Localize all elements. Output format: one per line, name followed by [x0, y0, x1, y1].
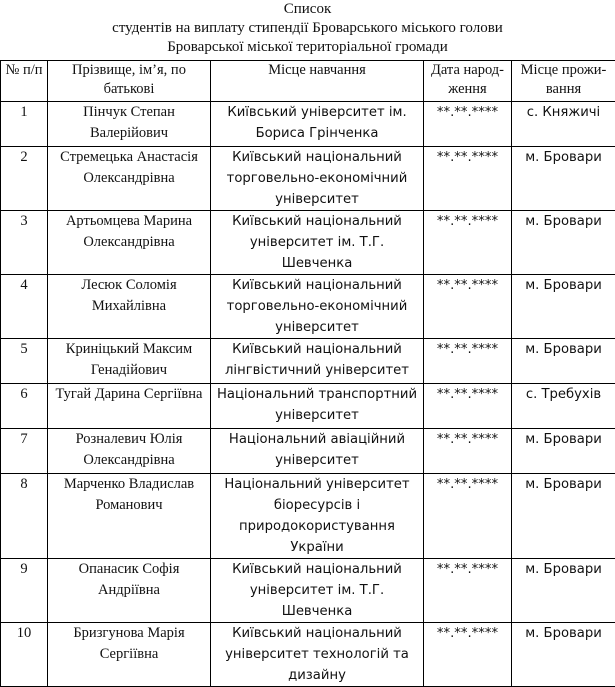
header-title: Список	[0, 0, 615, 19]
cell-name: Опанасик Софія Андріївна	[48, 559, 211, 623]
table-header-row	[1, 61, 615, 102]
cell-birthdate: **.**.****	[424, 474, 512, 559]
cell-number: 6	[1, 384, 48, 429]
cell-place: Національний університет біоресурсів і природокористування України	[211, 474, 424, 559]
cell-number: 5	[1, 339, 48, 384]
cell-birthdate: **.**.****	[424, 384, 512, 429]
cell-residence: м. Бровари	[512, 429, 615, 474]
students-table	[0, 60, 615, 687]
cell-residence: м. Бровари	[512, 211, 615, 275]
cell-birthdate: **.**.****	[424, 147, 512, 211]
column-header-name: Прізвище, ім’я, по батькові	[48, 61, 211, 102]
cell-number: 2	[1, 147, 48, 211]
cell-birthdate: **.**.****	[424, 275, 512, 339]
cell-name: Пінчук Степан Валерійович	[48, 102, 211, 147]
cell-place: Київський національний університет ім. Т.Г. Шевченка	[211, 559, 424, 623]
cell-place: Київський національний університет ім. Т.Г. Шевченка	[211, 211, 424, 275]
cell-residence: м. Бровари	[512, 147, 615, 211]
header-subtitle: студентів на виплату стипендії Броварського міського голови	[0, 19, 615, 38]
cell-place: Національний транспортний університет	[211, 384, 424, 429]
table-row	[1, 339, 615, 384]
cell-birthdate: **.**.****	[424, 559, 512, 623]
cell-name: Розналевич Юлія Олександрівна	[48, 429, 211, 474]
column-header-place: Місце навчання	[211, 61, 424, 102]
cell-birthdate: **.**.****	[424, 429, 512, 474]
table-row	[1, 623, 615, 687]
cell-name: Марченко Владислав Романович	[48, 474, 211, 559]
cell-residence: м. Бровари	[512, 559, 615, 623]
cell-number: 10	[1, 623, 48, 687]
cell-number: 3	[1, 211, 48, 275]
cell-number: 8	[1, 474, 48, 559]
table-row	[1, 429, 615, 474]
cell-name: Криніцький Максим Генадійович	[48, 339, 211, 384]
cell-place: Київський національний торговельно-економічний університет	[211, 147, 424, 211]
table-row	[1, 211, 615, 275]
cell-birthdate: **.**.****	[424, 211, 512, 275]
cell-place: Київський національний лінгвістичний університет	[211, 339, 424, 384]
cell-name: Лесюк Соломія Михайлівна	[48, 275, 211, 339]
cell-number: 1	[1, 102, 48, 147]
header-community: Броварської міської територіальної громади	[0, 38, 615, 57]
column-header-number: № п/п	[1, 61, 48, 102]
cell-residence: м. Бровари	[512, 474, 615, 559]
cell-name: Артьомцева Марина Олександрівна	[48, 211, 211, 275]
cell-place: Київський національний університет технологій та дизайну	[211, 623, 424, 687]
table-row	[1, 102, 615, 147]
cell-birthdate: **.**.****	[424, 339, 512, 384]
table-row	[1, 275, 615, 339]
cell-place: Київський національний торговельно-економічний університет	[211, 275, 424, 339]
cell-place: Київський університет ім. Бориса Грінченка	[211, 102, 424, 147]
cell-name: Стремецька Анастасія Олександрівна	[48, 147, 211, 211]
cell-birthdate: **.**.****	[424, 623, 512, 687]
cell-name: Тугай Дарина Сергіївна	[48, 384, 211, 429]
cell-number: 7	[1, 429, 48, 474]
cell-number: 9	[1, 559, 48, 623]
column-header-birthdate: Дата народ-ження	[424, 61, 512, 102]
cell-residence: м. Бровари	[512, 339, 615, 384]
table-row	[1, 559, 615, 623]
cell-residence: м. Бровари	[512, 623, 615, 687]
table-row	[1, 147, 615, 211]
table-row	[1, 474, 615, 559]
column-header-residence: Місце прожи-вання	[512, 61, 615, 102]
cell-residence: м. Бровари	[512, 275, 615, 339]
document-header	[0, 0, 615, 57]
cell-number: 4	[1, 275, 48, 339]
cell-residence: с. Княжичі	[512, 102, 615, 147]
cell-residence: с. Требухів	[512, 384, 615, 429]
cell-birthdate: **.**.****	[424, 102, 512, 147]
cell-name: Бризгунова Марія Сергіївна	[48, 623, 211, 687]
table-row	[1, 384, 615, 429]
cell-place: Національний авіаційний університет	[211, 429, 424, 474]
